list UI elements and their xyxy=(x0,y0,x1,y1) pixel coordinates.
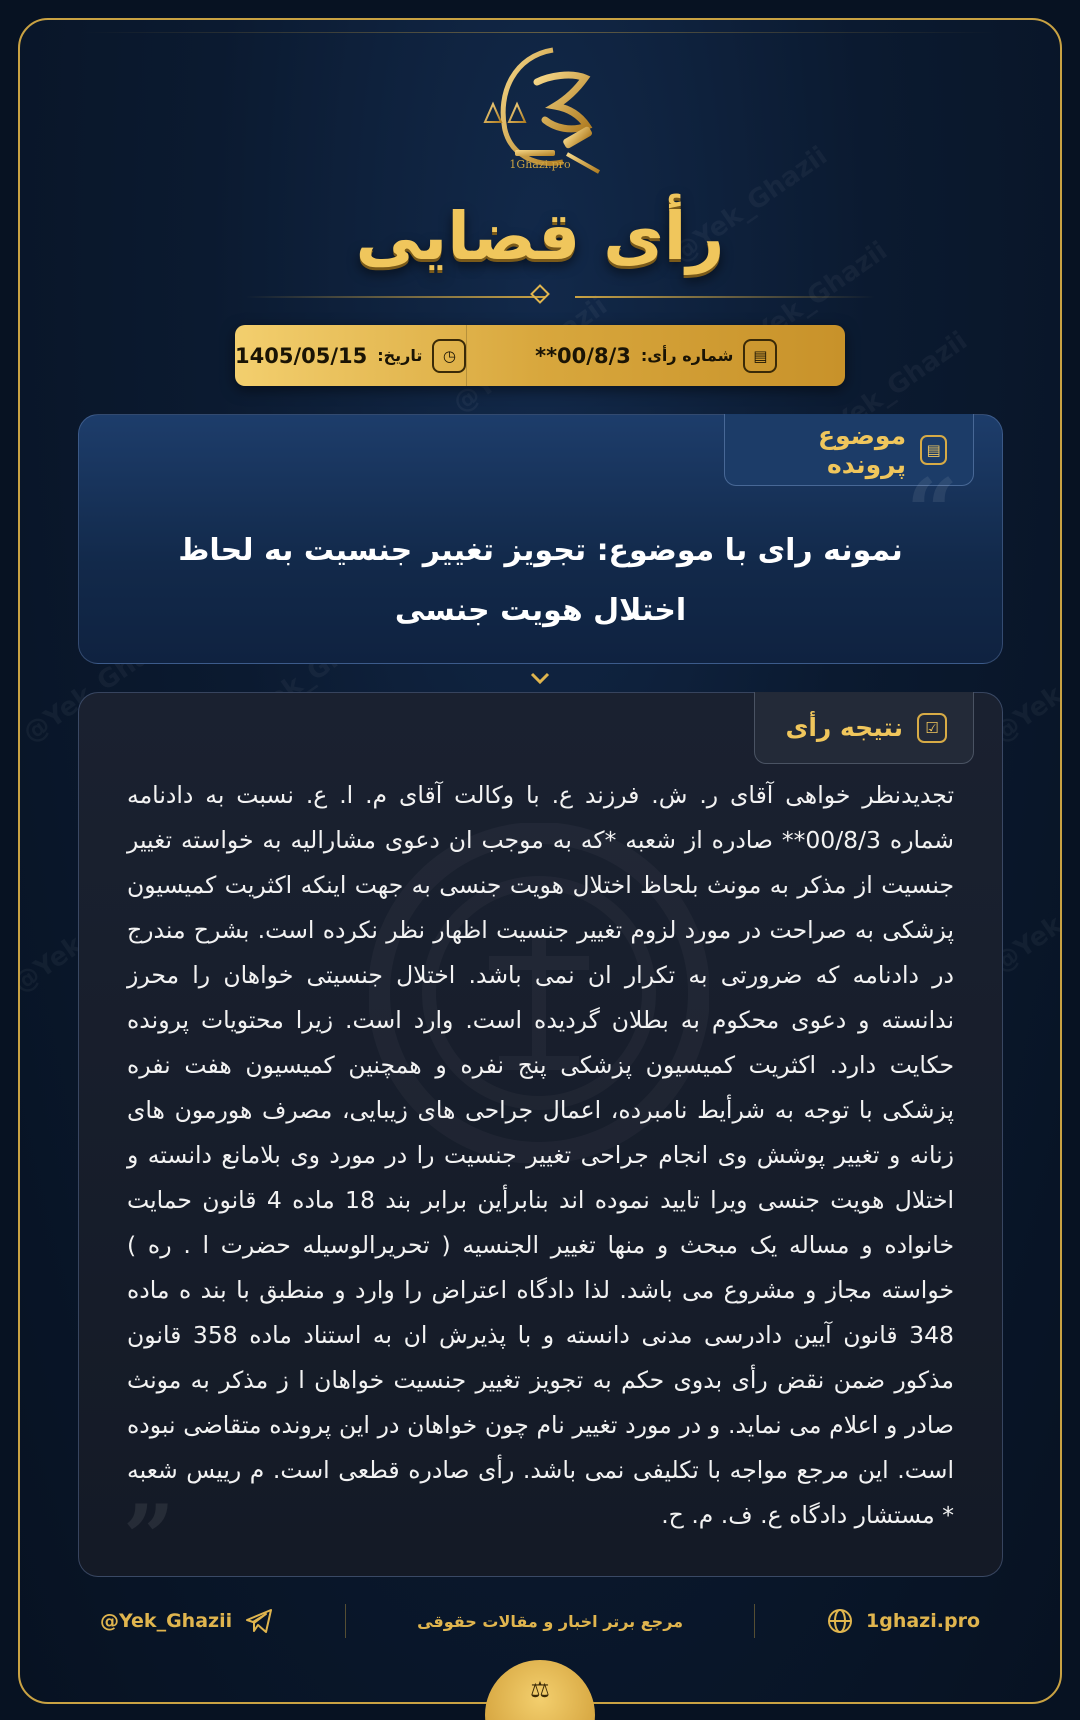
footer xyxy=(100,1596,980,1646)
subject-card xyxy=(78,414,1003,664)
result-tab-label: نتیجه رأی xyxy=(785,713,903,742)
ruling-number-value: **00/8/3 xyxy=(535,343,631,368)
quote-mark-icon: ” xyxy=(123,1485,175,1591)
clock-icon: ◷ xyxy=(432,339,466,373)
page-title: رأی قضایی xyxy=(355,198,725,275)
logo-caption: 1Ghazi.pro xyxy=(509,158,571,171)
info-bar xyxy=(235,325,845,386)
document-icon: ▤ xyxy=(743,339,777,373)
file-icon: ▤ xyxy=(920,435,947,465)
telegram-handle: @Yek_Ghazii xyxy=(100,1610,233,1632)
title-divider xyxy=(575,296,875,298)
footer-divider xyxy=(754,1604,755,1638)
globe-icon xyxy=(826,1607,854,1635)
telegram-icon xyxy=(244,1607,274,1635)
ruling-date-label: تاریخ: xyxy=(377,346,423,365)
website-text: 1ghazi.pro xyxy=(866,1610,980,1632)
top-divider xyxy=(80,32,1000,33)
footer-tagline: مرجع برتر اخبار و مقالات حقوقی xyxy=(417,1611,684,1631)
subject-text: نمونه رای با موضوع: تجویز تغییر جنسیت به لحاظ اختلال هویت جنسی xyxy=(178,533,903,628)
result-text: تجدیدنظر خواهی آقای ر. ش. فرزند ع. با وکالت آقای م. ا. ع. نسبت به دادنامه شماره 00/8/3** صادره از شعبه *که به موجب ان دعوی مشارالیه به خواسته تغییر جنسیت از مذکر به مونث بلحاظ اختلال هویت جنسی به جهت اینکه اکثریت کمیسیون پزشکی به صراحت در مورد لزوم تغییر جنسیت اظهار نظر نکرده است. بشرح مندرج در دادنامه که ضرورتی به تکرار ان نمی باشد. اختلال جنسیتی خواهان را محرز ندانسته و دعوی محکوم به بطلان گردیده است. وارد است. زیرا محتویات پرونده حکایت دارد. اکثریت کمیسیون پزشکی پنج نفره و همچنین کمیسیون هفت نفره پزشکی با توجه به شرأیط نامبرده، اعمال جراحی های زیبایی، مصرف هورمون های زنانه و تغییر پوشش وی انجام جراحی تغییر جنسیت را در مورد وی بلامانع دانسته و اختلال هویت جنسی ویرا تایید نموده اند بنابرأین برابر بند 18 ماده 4 قانون حمایت خانواده و مساله یک مبحث و منها تغییر الجنسیه ( تحریرالوسیله حضرت ا . ره ) خواسته مجاز و مشروع می باشد. لذا دادگاه اعتراض را وارد و منطبق با بند ه ماده 348 قانون آیین دادرسی مدنی دانسته و با پذیرش ان به استناد ماده 358 قانون مذکور ضمن نقض رأی بدوی حکم به تجویز تغییر جنسیت خواهان ا ز مذکر به مونث صادر و اعلام می نماید. و در مورد تغییر نام چون خواهان در این پرونده متقاضی نبوده است. این مرجع مواجه با تکلیفی نمی باشد. رأی صادره قطعی است. م رییس شعبه * مستشار دادگاه ع. ف. م. ح. xyxy=(127,781,954,1529)
title-divider xyxy=(245,296,545,298)
result-tab xyxy=(754,692,974,764)
quote-mark-icon: “ xyxy=(906,459,958,565)
ruling-number-label: شماره رأی: xyxy=(640,346,734,365)
telegram-link[interactable] xyxy=(100,1607,274,1635)
website-link[interactable] xyxy=(826,1607,980,1635)
result-card xyxy=(78,692,1003,1591)
ruling-date-value: 1405/05/15 xyxy=(235,343,368,368)
chevron-down-icon xyxy=(528,668,552,688)
ruling-date xyxy=(235,325,467,386)
scales-icon: ⚖ xyxy=(485,1660,595,1720)
subject-tab-label: موضوع پرونده xyxy=(818,420,907,479)
check-square-icon: ☑ xyxy=(917,713,947,743)
footer-divider xyxy=(345,1604,346,1638)
ruling-number xyxy=(467,325,845,386)
